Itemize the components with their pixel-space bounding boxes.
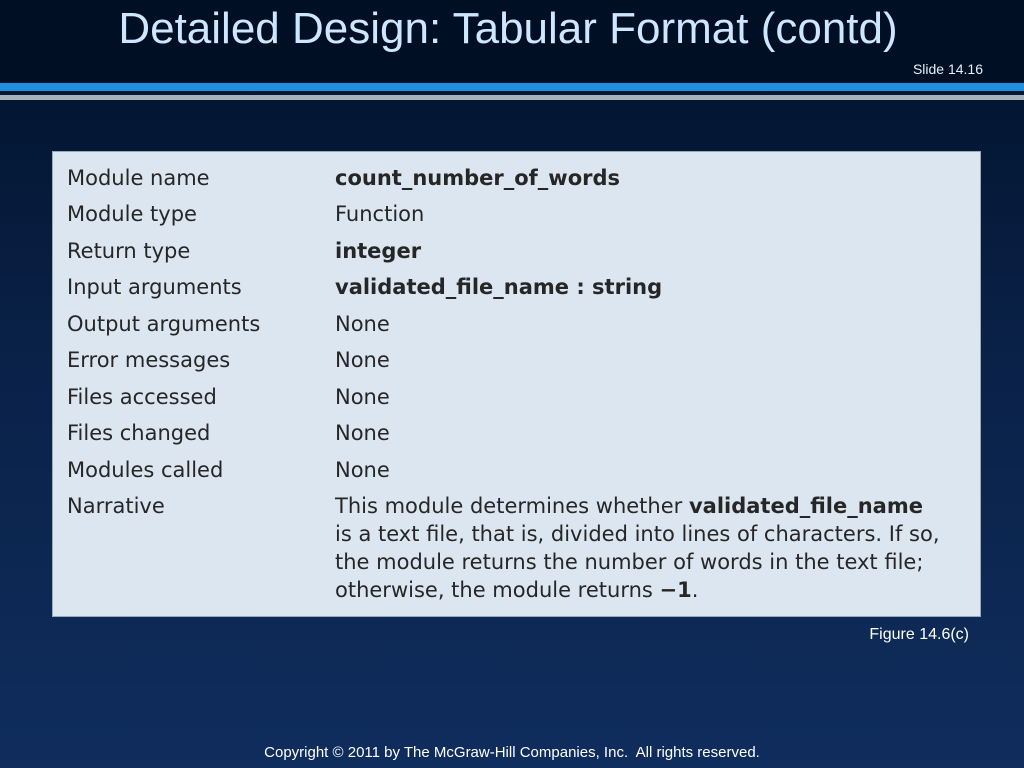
spec-value: Function [335,202,425,226]
title-divider-blue [0,83,1024,91]
narrative-text-segment: This module determines whether [335,494,689,518]
spec-label: Narrative [67,494,165,518]
copyright-footer: Copyright © 2011 by The McGraw-Hill Companies, Inc. All rights reserved. [264,744,760,761]
narrative-line: is a text file, that is, divided into lines of characters. If so, [335,522,940,546]
spec-value: count_number_of_words [335,166,621,190]
spec-value: validated_file_name : string [335,275,663,299]
spec-label: Output arguments [67,312,261,336]
spec-label: Return type [67,239,191,263]
figure-caption: Figure 14.6(c) [869,626,969,643]
narrative-bold-segment: validated_file_name [688,494,923,518]
module-spec-table [52,151,981,617]
spec-value: None [335,458,390,482]
spec-label: Module type [67,202,197,226]
spec-label: Files accessed [67,385,217,409]
narrative-line: the module returns the number of words in the text file; [335,550,924,574]
narrative-text-segment: otherwise, the module returns [335,578,660,602]
slide-number: Slide 14.16 [912,61,983,77]
title-divider-grey [0,95,1024,100]
spec-label: Input arguments [67,275,242,299]
spec-label: Files changed [67,421,211,445]
narrative-line [335,576,975,604]
spec-label: Module name [67,166,210,190]
spec-value: None [335,385,390,409]
spec-value: None [335,312,390,336]
slide-title: Detailed Design: Tabular Format (contd) [118,4,898,53]
narrative-bold-segment: −1 [659,578,692,602]
spec-value: None [335,348,390,372]
spec-label: Modules called [67,458,224,482]
spec-value: integer [335,239,422,263]
spec-value: None [335,421,390,445]
narrative-line [335,492,975,520]
narrative-text-segment: . [691,578,699,602]
spec-label: Error messages [67,348,231,372]
narrative-text [335,492,975,604]
